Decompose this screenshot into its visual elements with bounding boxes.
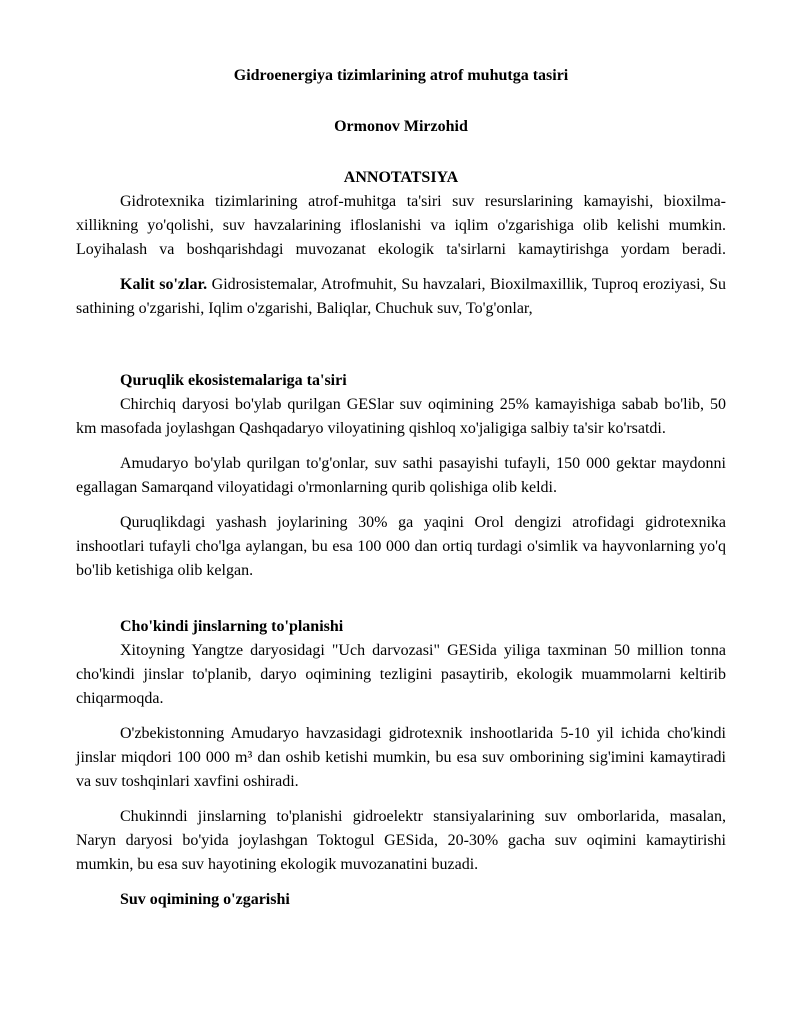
section-heading: Cho'kindi jinslarning to'planishi — [120, 618, 344, 635]
spacer — [76, 711, 726, 722]
document-title: Gidroenergiya tizimlarining atrof muhutga tasiri — [233, 67, 569, 84]
keywords-paragraph — [76, 273, 726, 321]
section-paragraph: Xitoyning Yangtze daryosidagi "Uch darvozasi" GESida yiliga taxminan 50 million tonna cho'kindi jinslar to'planib, daryo oqimining tezligini pasaytirib, ekologik muammolarni keltirib chiqarmoqda. — [76, 642, 726, 707]
spacer — [76, 441, 726, 452]
spacer — [76, 794, 726, 805]
document-page — [76, 64, 726, 912]
spacer — [76, 321, 726, 369]
spacer — [76, 262, 726, 273]
spacer — [76, 877, 726, 888]
annotation-text: Gidrotexnika tizimlarining atrof-muhitga ta'siri suv resurslarining kamayishi, bioxilma-xillikning yo'qolishi, suv havzalarining ifloslanishi va iqlim o'zgarishiga olib kelishi mumkin. Loyihalash va boshqarishdagi muvozanat ekologik ta'sirlarni kamaytirishga yordam beradi. — [76, 193, 726, 258]
section-paragraph: Quruqlikdagi yashash joylarining 30% ga yaqini Orol dengizi atrofidagi gidrotexnika inshootlari tufayli cho'lga aylangan, bu esa 100 000 dan ortiq turdagi o'simlik va hayvonlarning yo'q bo'lib ketishiga olib kelgan. — [76, 514, 726, 579]
section-paragraph: Chirchiq daryosi bo'ylab qurilgan GESlar suv oqimining 25% kamayishiga sabab bo'lib, 50 km masofada joylashgan Qashqadaryo viloyatining qishloq xo'jaligiga salbiy ta'sir ko'rsatdi. — [76, 396, 726, 437]
section-paragraph: O'zbekistonning Amudaryo havzasidagi gidrotexnik inshootlarida 5-10 yil ichida cho'kindi jinslar miqdori 100 000 m³ dan oshib ketishi mumkin, bu esa suv omborining sig'imini kamaytiradi va suv toshqinlari xavfini oshiradi. — [76, 725, 726, 790]
section-heading: Suv oqimining o'zgarishi — [120, 891, 290, 908]
spacer — [76, 583, 726, 615]
spacer — [76, 500, 726, 511]
section-heading: Quruqlik ekosistemalariga ta'siri — [120, 372, 347, 389]
keywords-text: Gidrosistemalar, Atrofmuhit, Su havzalari, Bioxilmaxillik, Tuproq eroziyasi, Su sathining o'zgarishi, Iqlim o'zgarishi, Baliqlar, Chuchuk suv, To'g'onlar, — [76, 276, 726, 317]
keywords-label: Kalit so'zlar. — [120, 276, 208, 293]
section-paragraph: Amudaryo bo'ylab qurilgan to'g'onlar, suv sathi pasayishi tufayli, 150 000 gektar maydonni egallagan Samarqand viloyatidagi o'rmonlarning qurib qolishiga olib keldi. — [76, 455, 726, 496]
annotation-heading: ANNOTATSIYA — [343, 169, 459, 186]
section-paragraph: Chukinndi jinslarning to'planishi gidroelektr stansiyalarining suv omborlarida, masalan, Naryn daryosi bo'yida joylashgan Toktogul GESida, 20-30% gacha suv oqimini kamaytirishi mumkin, bu esa suv hayotining ekologik muvozanatini buzadi. — [76, 808, 726, 873]
document-author: Ormonov Mirzohid — [334, 118, 468, 135]
